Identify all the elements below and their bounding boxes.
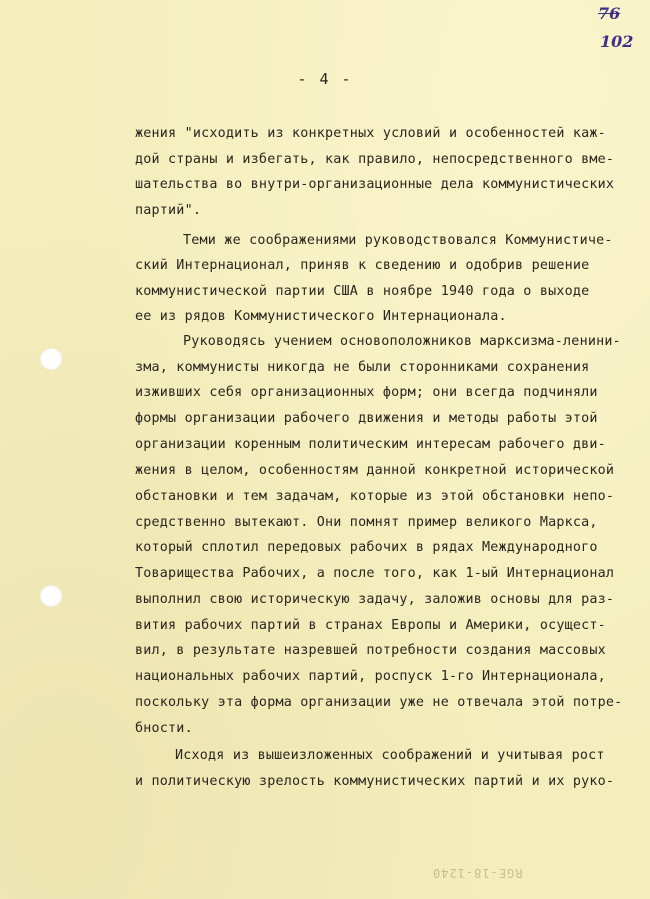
text-line: средственно вытекают. Они помнят пример великого Маркса, [135, 515, 598, 530]
text-line: бности. [135, 721, 193, 736]
archive-number-crossed: 76 [598, 4, 621, 23]
text-line: жения "исходить из конкретных условий и особенностей каж- [135, 126, 606, 141]
text-line: вития рабочих партий в странах Европы и Америки, осущест- [135, 618, 606, 633]
text-line: обстановки и тем задачам, которые из этой обстановки непо- [135, 489, 615, 504]
text-line: зма, коммунисты никогда не были сторонниками сохранения [135, 360, 590, 375]
text-line: Теми же соображениями руководствовался Коммунистиче- [183, 233, 613, 248]
text-line: Товарищества Рабочих, а после того, как 1-ый Интернационал [135, 566, 615, 581]
text-line: выполнил свою историческую задачу, заложив основы для раз- [135, 592, 615, 607]
text-line: дой страны и избегать, как правило, непосредственного вме- [135, 152, 615, 167]
punch-hole-bottom [40, 585, 62, 607]
text-line: Руководясь учением основоположников марксизма-ленини- [183, 334, 621, 349]
text-line: коммунистической партии США в ноябре 1940 года о выходе [135, 284, 590, 299]
text-line: жения в целом, особенностям данной конкретной исторической [135, 463, 615, 478]
text-line: ее из рядов Коммунистического Интернационала. [135, 309, 507, 324]
text-line: национальных рабочих партий, роспуск 1-го Интернационала, [135, 669, 606, 684]
text-line: партий". [135, 203, 202, 218]
text-line: формы организации рабочего движения и методы работы этой [135, 411, 598, 426]
text-line: изживших себя организационных форм; они всегда подчиняли [135, 385, 598, 400]
text-line: поскольку эта форма организации уже не отвечала этой потре- [135, 695, 623, 710]
text-line: организации коренным политическим интересам рабочего дви- [135, 437, 606, 452]
archive-number: 102 [600, 32, 634, 51]
text-line: шательства во внутри-организационные дела коммунистических [135, 177, 615, 192]
text-line: вил, в результате назревшей потребности создания массовых [135, 643, 606, 658]
archive-stamp: RGE-18-1240 [432, 866, 523, 880]
text-line: который сплотил передовых рабочих в рядах Международного [135, 540, 598, 555]
text-line: и политическую зрелость коммунистических партий и их руко- [135, 774, 615, 789]
punch-hole-top [40, 348, 62, 370]
text-line: ский Интернационал, приняв к сведению и одобрив решение [135, 258, 590, 273]
page-number: - 4 - [297, 70, 353, 88]
text-line: Исходя из вышеизложенных соображений и учитывая рост [175, 748, 605, 763]
